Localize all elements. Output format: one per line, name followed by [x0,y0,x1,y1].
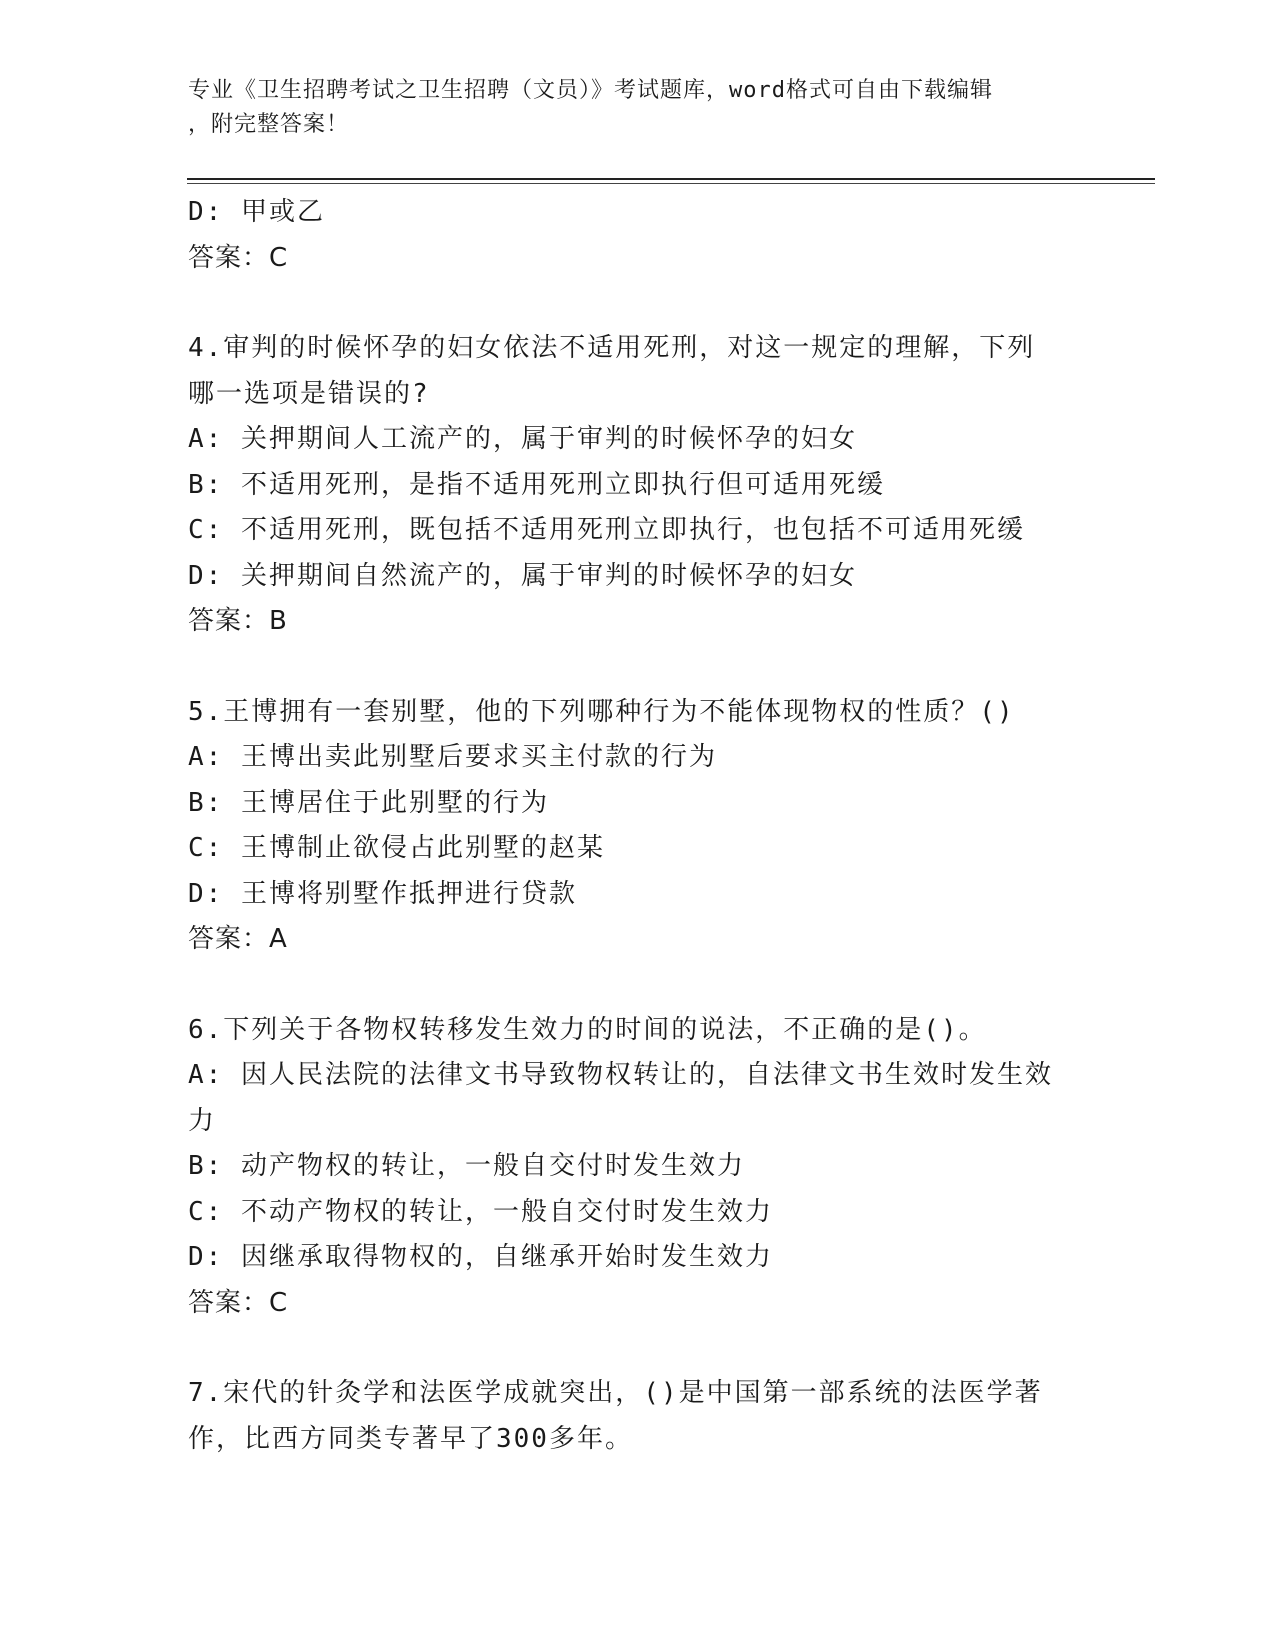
option-b: B: 不适用死刑，是指不适用死刑立即执行但可适用死缓 [188,469,885,500]
spacer [188,1326,1088,1371]
option-d: D: 关押期间自然流产的，属于审判的时候怀孕的妇女 [188,560,857,591]
option-b: B: 动产物权的转让，一般自交付时发生效力 [188,1151,745,1181]
header-divider-thin [187,183,1155,184]
spacer [188,963,1088,1008]
spacer [188,645,1088,690]
question-3-tail [188,190,1088,281]
option-d: D: 王博将别墅作抵押进行贷款 [188,878,577,909]
option-c: C: 不适用死刑，既包括不适用死刑立即执行，也包括不可适用死缓 [188,515,1025,545]
option-c: C: 王博制止欲侵占此别墅的赵某 [188,833,605,863]
answer: 答案：C [188,1287,289,1318]
question-stem: 5.王博拥有一套别墅，他的下列哪种行为不能体现物权的性质？() [188,696,1015,727]
header-divider-thick [187,178,1155,180]
option-a: A: 因人民法院的法律文书导致物权转让的，自法律文书生效时发生效 [188,1060,1053,1090]
question-stem-cont: 哪一选项是错误的? [188,378,430,409]
document-header [188,74,1088,142]
header-line-2: ，附完整答案！ [188,112,350,137]
spacer [188,281,1088,326]
question-stem: 4.审判的时候怀孕的妇女依法不适用死刑，对这一规定的理解，下列 [188,333,1036,363]
option-d: D: 甲或乙 [188,197,325,227]
option-d: D: 因继承取得物权的，自继承开始时发生效力 [188,1242,773,1272]
question-7 [188,1371,1088,1462]
answer: 答案：C [188,242,289,273]
question-4 [188,326,1088,645]
option-b: B: 王博居住于此别墅的行为 [188,787,549,818]
answer: 答案：A [188,924,288,954]
question-list [188,190,1088,1462]
answer: 答案：B [188,606,288,636]
header-line-1: 专业《卫生招聘考试之卫生招聘（文员）》考试题库，word格式可自由下载编辑 [188,78,993,103]
option-c: C: 不动产物权的转让，一般自交付时发生效力 [188,1196,773,1227]
option-a-cont: 力 [188,1105,217,1136]
question-stem: 6.下列关于各物权转移发生效力的时间的说法，不正确的是()。 [188,1014,987,1045]
option-a: A: 王博出卖此别墅后要求买主付款的行为 [188,742,717,772]
question-stem-cont: 作，比西方同类专著早了300多年。 [188,1423,633,1454]
question-5 [188,690,1088,963]
option-a: A: 关押期间人工流产的，属于审判的时候怀孕的妇女 [188,424,857,454]
question-stem: 7.宋代的针灸学和法医学成就突出，()是中国第一部系统的法医学著 [188,1378,1043,1408]
question-6 [188,1008,1088,1327]
